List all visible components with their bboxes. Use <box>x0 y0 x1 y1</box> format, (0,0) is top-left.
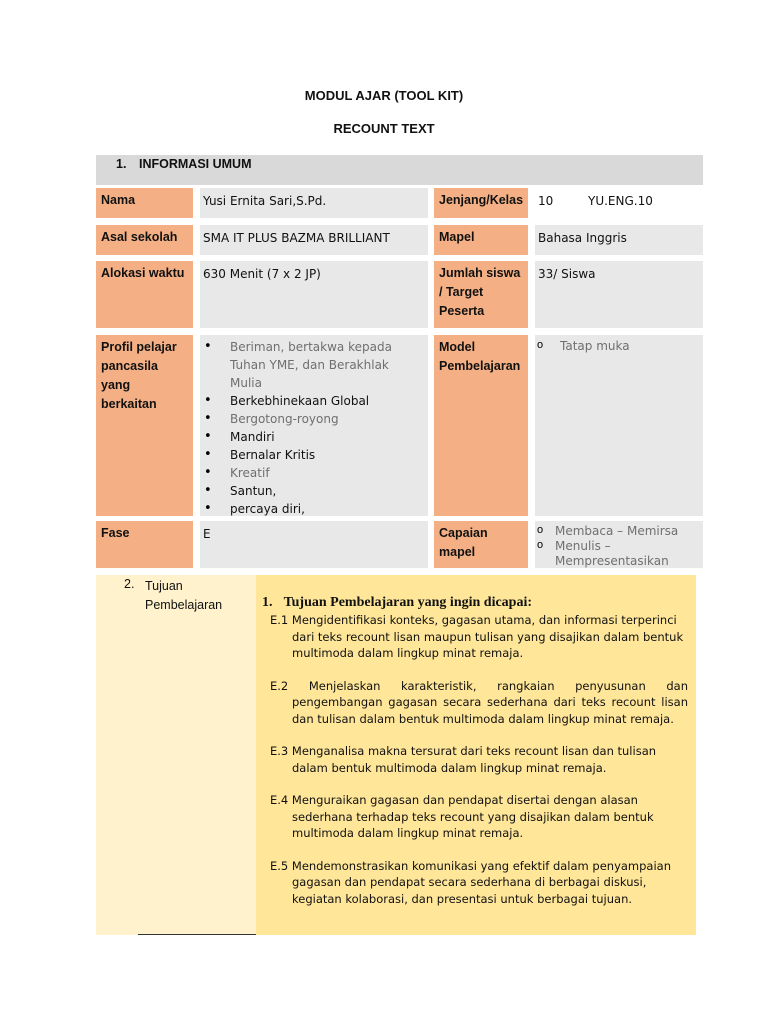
tujuan-heading-number: 1. <box>262 595 273 610</box>
value-fase: E <box>200 521 428 568</box>
section-number: 2. <box>124 577 135 591</box>
list-item: • Mandiri <box>202 428 424 446</box>
model-list-cell <box>535 335 703 516</box>
objective-e2: E.2 Menjelaskan karakteristik, rangkaian penyusunan dan pengembangan gagasan secara sederhana dari teks recount lisan dan tulisan dalam bentuk multimoda dalam lingkup minat remaja. <box>270 678 688 726</box>
tujuan-label: Tujuan Pembelajaran <box>145 579 223 612</box>
tujuan-content-cell <box>256 575 696 935</box>
capaian-list <box>535 524 699 569</box>
list-item: o Menulis – Mempresentasikan <box>535 539 699 569</box>
list-item: • Santun, <box>202 482 424 500</box>
section-title: INFORMASI UMUM <box>139 157 252 171</box>
label-model-pembelajaran: Model Pembelajaran <box>434 335 528 516</box>
label-nama: Nama <box>96 188 193 218</box>
objective-e3: E.3 Menganalisa makna tersurat dari teks recount lisan dan tulisan dalam bentuk multimoda dalam lingkup minat remaja. <box>270 744 657 775</box>
value-jumlah-siswa: 33/ Siswa <box>535 261 703 328</box>
tujuan-label-cell <box>96 575 256 935</box>
label-alokasi-waktu: Alokasi waktu <box>96 261 193 328</box>
document-title: MODUL AJAR (TOOL KIT) <box>304 88 464 103</box>
profil-list <box>202 338 424 536</box>
value-asal-sekolah: SMA IT PLUS BAZMA BRILLIANT <box>200 225 428 255</box>
document-subtitle: RECOUNT TEXT <box>333 121 435 136</box>
objective-e1: E.1 Mengidentifikasi konteks, gagasan utama, dan informasi terperinci dari teks recount lisan maupun tulisan yang disajikan dalam bentuk multimoda dalam lingkup minat remaja. <box>270 613 684 660</box>
value-mapel: Bahasa Inggris <box>535 225 703 255</box>
label-fase: Fase <box>96 521 193 568</box>
list-item: • percaya diri, <box>202 500 424 518</box>
label-capaian-mapel: Capaian mapel <box>434 521 528 568</box>
label-asal-sekolah: Asal sekolah <box>96 225 193 255</box>
objective-e4: E.4 Menguraikan gagasan dan pendapat disertai dengan alasan sederhana terhadap teks recount yang disajikan dalam bentuk multimoda dalam lingkup minat remaja. <box>270 793 654 840</box>
model-list <box>535 339 699 354</box>
tujuan-heading <box>262 591 688 611</box>
section-informasi-umum-header <box>96 155 703 185</box>
list-item: • Beriman, bertakwa kepada Tuhan YME, dan Berakhlak Mulia <box>202 338 424 392</box>
capaian-list-cell <box>535 521 703 568</box>
list-item: • Bergotong-royong <box>202 410 424 428</box>
objective-e5: E.5 Mendemonstrasikan komunikasi yang efektif dalam penyampaian gagasan dan pendapat secara sederhana di berbagai diskusi, kegiatan kolaborasi, dan presentasi untuk berbagai tujuan. <box>270 858 672 906</box>
value-kelas-code: YU.ENG.10 <box>585 188 703 218</box>
value-alokasi-waktu: 630 Menit (7 x 2 JP) <box>200 261 428 328</box>
value-jenjang: 10 <box>535 188 583 218</box>
label-profil-pelajar: Profil pelajar pancasila yang berkaitan <box>96 335 193 516</box>
label-jenjang-kelas: Jenjang/Kelas <box>434 188 528 218</box>
section-number: 1. <box>116 157 127 171</box>
list-item: o Membaca – Memirsa <box>535 524 699 539</box>
list-item: o Tatap muka <box>535 339 699 354</box>
value-nama: Yusi Ernita Sari,S.Pd. <box>200 188 428 218</box>
list-item: • Bernalar Kritis <box>202 446 424 464</box>
divider-line <box>138 934 256 935</box>
tujuan-heading-text: Tujuan Pembelajaran yang ingin dicapai: <box>283 595 533 610</box>
list-item: • Kreatif <box>202 464 424 482</box>
profil-list-cell <box>200 335 428 516</box>
list-item: • Berkebhinekaan Global <box>202 392 424 410</box>
label-jumlah-siswa: Jumlah siswa / Target Peserta <box>434 261 528 328</box>
label-mapel: Mapel <box>434 225 528 255</box>
